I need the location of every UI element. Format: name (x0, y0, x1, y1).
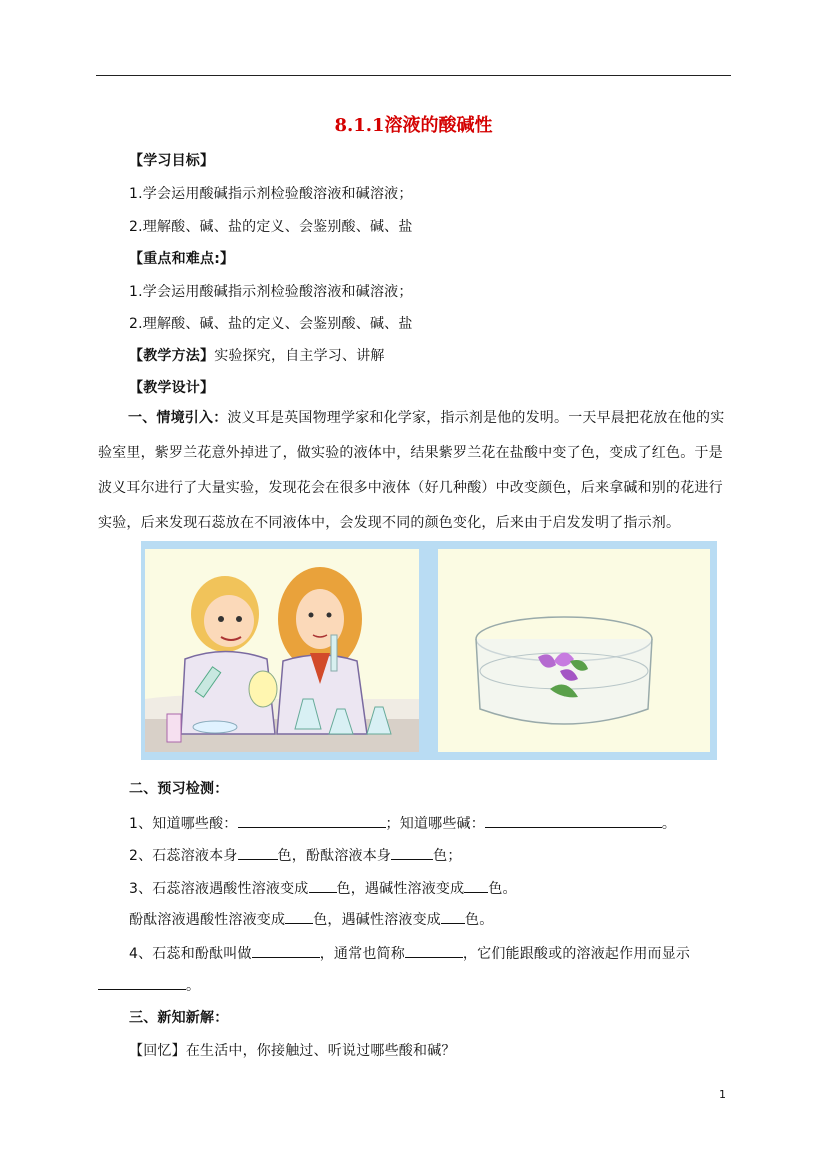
design-heading: 【教学设计】 (129, 380, 215, 396)
recall-tag: 【回忆】 (129, 1043, 186, 1059)
q1-text-a: 1、知道哪些酸： (129, 816, 238, 832)
method-heading: 【教学方法】 (129, 348, 215, 364)
illustration-figure (141, 541, 717, 760)
q2-text-c: 色； (433, 848, 462, 864)
q1-blank-bases[interactable] (485, 813, 662, 828)
preview-q4-cont (98, 975, 200, 995)
q4-text-d: 。 (186, 978, 201, 994)
q2-blank-1[interactable] (238, 845, 278, 860)
q3-text-d: 酚酞溶液遇酸性溶液变成 (129, 912, 286, 928)
preview-q3 (129, 878, 517, 898)
preview-q2 (129, 845, 462, 865)
q3-text-b: 色，遇碱性溶液变成 (336, 881, 465, 897)
keypoints-heading: 【重点和难点:】 (129, 251, 235, 267)
q4-text-c: ，它们能跟酸或的溶液起作用而显示 (462, 946, 691, 962)
scientists-illustration (145, 549, 419, 752)
q3-blank-1[interactable] (309, 878, 337, 893)
keypoint-item-1: 1.学会运用酸碱指示剂检验酸溶液和碱溶液； (129, 284, 413, 300)
method-line (129, 345, 385, 365)
preview-q4 (129, 943, 690, 963)
q1-blank-acids[interactable] (238, 813, 386, 828)
method-text: 实验探究，自主学习、讲解 (214, 348, 385, 364)
q3-text-f: 色。 (465, 912, 494, 928)
q1-text-c: 。 (661, 816, 677, 832)
q3-text-c: 色。 (488, 881, 517, 897)
preview-heading: 二、预习检测： (129, 781, 229, 797)
newknowledge-heading: 三、新知新解： (129, 1010, 229, 1026)
q4-blank-2[interactable] (405, 943, 463, 958)
page-number: 1 (719, 1088, 726, 1101)
objective-item-1: 1.学会运用酸碱指示剂检验酸溶液和碱溶液； (129, 186, 413, 202)
q2-text-a: 2、石蕊溶液本身 (129, 848, 238, 864)
objective-item-2: 2.理解酸、碱、盐的定义、会鉴别酸、碱、盐 (129, 219, 413, 235)
keypoint-item-2: 2.理解酸、碱、盐的定义、会鉴别酸、碱、盐 (129, 316, 413, 332)
q4-text-a: 4、石蕊和酚酞叫做 (129, 946, 252, 962)
header-rule (96, 75, 731, 76)
q3-text-a: 3、石蕊溶液遇酸性溶液变成 (129, 881, 309, 897)
recall-line (129, 1040, 456, 1060)
q1-text-b: ；知道哪些碱： (385, 816, 485, 832)
intro-heading: 一、情境引入： (128, 410, 228, 426)
flower-beaker-illustration (438, 549, 710, 752)
q2-text-b: 色，酚酞溶液本身 (277, 848, 392, 864)
q2-blank-2[interactable] (391, 845, 433, 860)
recall-text: 在生活中，你接触过、听说过哪些酸和碱？ (185, 1043, 456, 1059)
q3-text-e: 色，遇碱性溶液变成 (313, 912, 442, 928)
q4-blank-3[interactable] (98, 975, 186, 990)
q4-text-b: ，通常也简称 (319, 946, 405, 962)
preview-q1 (129, 813, 676, 833)
page-title: 8.1.1溶液的酸碱性 (334, 115, 493, 136)
intro-paragraph (98, 401, 734, 541)
q3-blank-4[interactable] (441, 909, 465, 924)
q3-blank-2[interactable] (464, 878, 488, 893)
objectives-heading: 【学习目标】 (129, 153, 215, 169)
preview-q3-cont (129, 909, 493, 929)
q4-blank-1[interactable] (252, 943, 320, 958)
intro-text: 波义耳是英国物理学家和化学家，指示剂是他的发明。一天早晨把花放在他的实验室里，紫罗兰花意外掉进了，做实验的液体中，结果紫罗兰花在盐酸中变了色，变成了红色。于是波义耳尔进行了大量实验，发现花会在很多中液体（好几种酸）中改变颜色，后来拿碱和别的花进行实验，后来发现石蕊放在不同液体中，会发现不同的颜色变化，后来由于启发发明了指示剂。 (98, 410, 725, 531)
q3-blank-3[interactable] (285, 909, 313, 924)
